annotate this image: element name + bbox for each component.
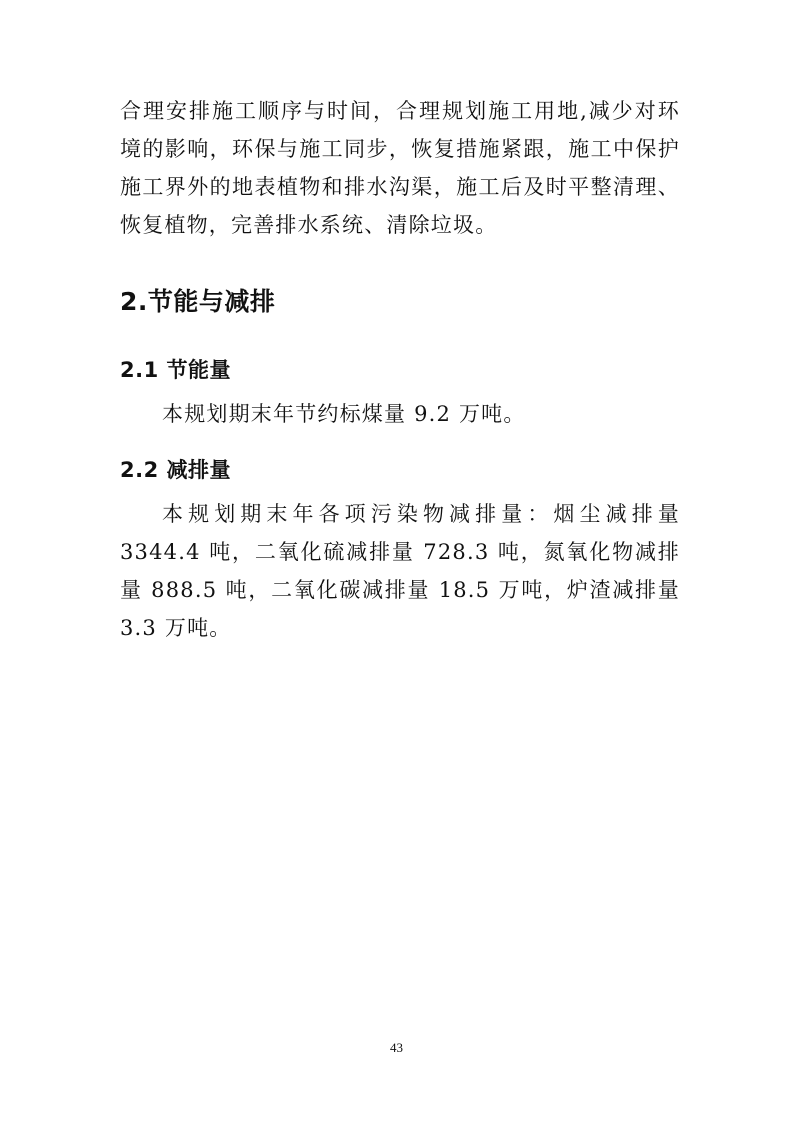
page-number: 43 xyxy=(390,1040,403,1055)
emission-reduction-paragraph: 本规划期末年各项污染物减排量：烟尘减排量 3344.4 吨，二氧化硫减排量 728.3 吨，氮氧化物减排量 888.5 吨，二氧化碳减排量 18.5 万吨，炉渣减排量 3.3 万吨。 xyxy=(120,502,680,640)
energy-saving-paragraph: 本规划期末年节约标煤量 9.2 万吨。 xyxy=(162,402,526,426)
section-heading: 2.节能与减排 xyxy=(120,287,276,316)
intro-paragraph: 合理安排施工顺序与时间，合理规划施工用地,减少对环境的影响，环保与施工同步，恢复措施紧跟，施工中保护施工界外的地表植物和排水沟渠，施工后及时平整清理、恢复植物，完善排水系统、清除垃圾。 xyxy=(120,99,680,237)
subsection-heading-energy-saving: 2.1 节能量 xyxy=(120,358,232,382)
subsection-heading-emission-reduction: 2.2 减排量 xyxy=(120,458,232,482)
